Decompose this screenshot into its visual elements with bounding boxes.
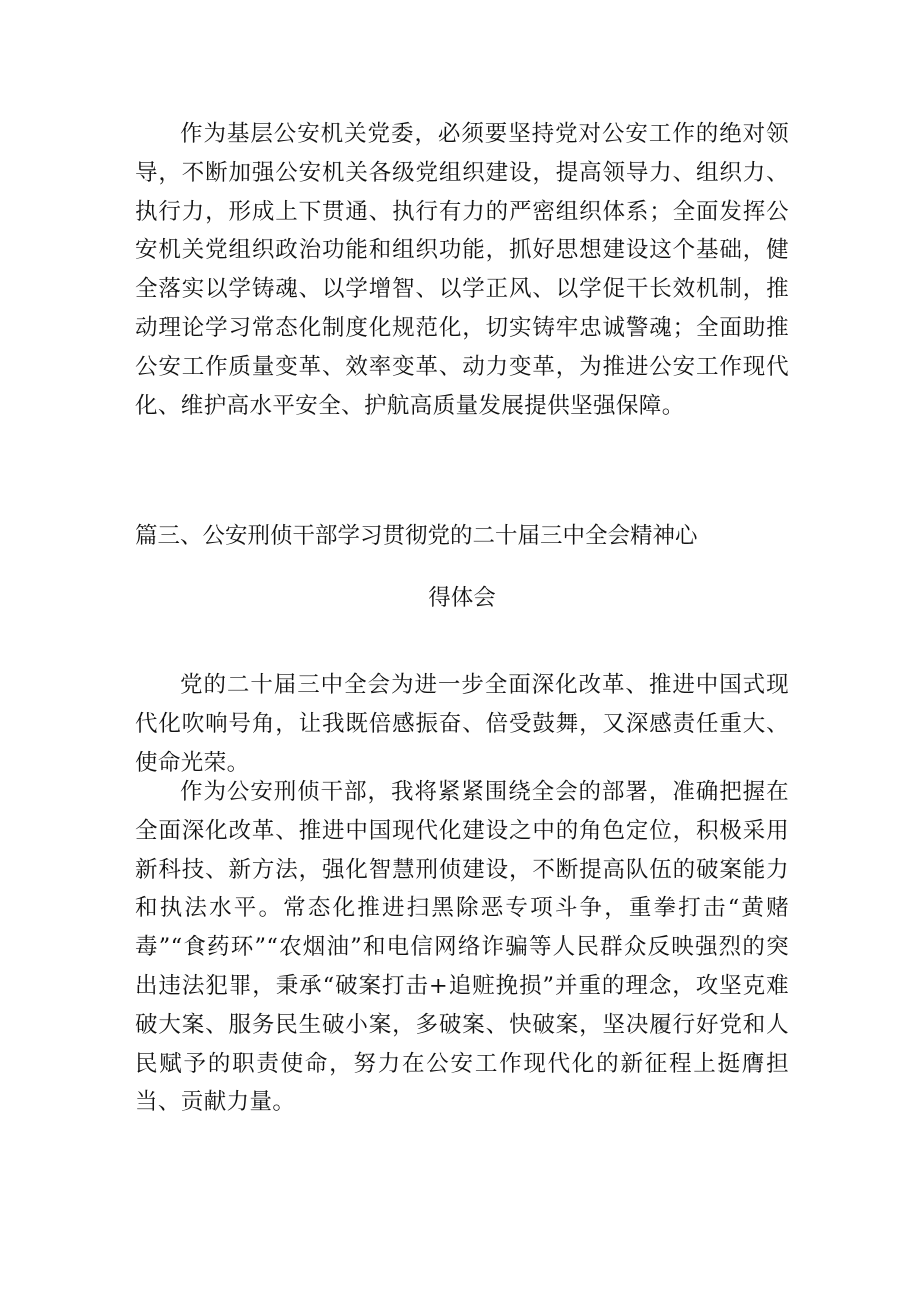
section-heading <box>135 505 789 629</box>
body-paragraph-2: 党的二十届三中全会为进一步全面深化改革、推进中国式现代化吹响号角，让我既倍感振奋、倍受鼓舞，又深感责任重大、使命光荣。 <box>135 672 789 776</box>
section-heading-line-2: 得体会 <box>428 585 496 611</box>
body-paragraph-3: 作为公安刑侦干部，我将紧紧围绕全会的部署，准确把握在全面深化改革、推进中国现代化建设之中的角色定位，积极采用新科技、新方法，强化智慧刑侦建设，不断提高队伍的破案能力和执法水平。常态化推进扫黑除恶专项斗争，重拳打击“黄赌毒”“食药环”“农烟油”和电信网络诈骗等人民群众反映强烈的突出违法犯罪，秉承“破案打击+追赃挽损”并重的理念，攻坚克难破大案、服务民生破小案，多破案、快破案，坚决履行好党和人民赋予的职责使命，努力在公安工作现代化的新征程上挺膺担当、贡献力量。 <box>135 779 789 1116</box>
section-heading-line-1: 篇三、公安刑侦干部学习贯彻党的二十届三中全会精神心 <box>135 523 698 549</box>
body-paragraph-1: 作为基层公安机关党委，必须要坚持党对公安工作的绝对领导，不断加强公安机关各级党组织建设，提高领导力、组织力、执行力，形成上下贯通、执行有力的严密组织体系；全面发挥公安机关党组织政治功能和组织功能，抓好思想建设这个基础，健全落实以学铸魂、以学增智、以学正风、以学促干长效机制，推动理论学习常态化制度化规范化，切实铸牢忠诚警魂；全面助推公安工作质量变革、效率变革、动力变革，为推进公安工作现代化、维护高水平安全、护航高质量发展提供坚强保障。 <box>135 121 789 419</box>
